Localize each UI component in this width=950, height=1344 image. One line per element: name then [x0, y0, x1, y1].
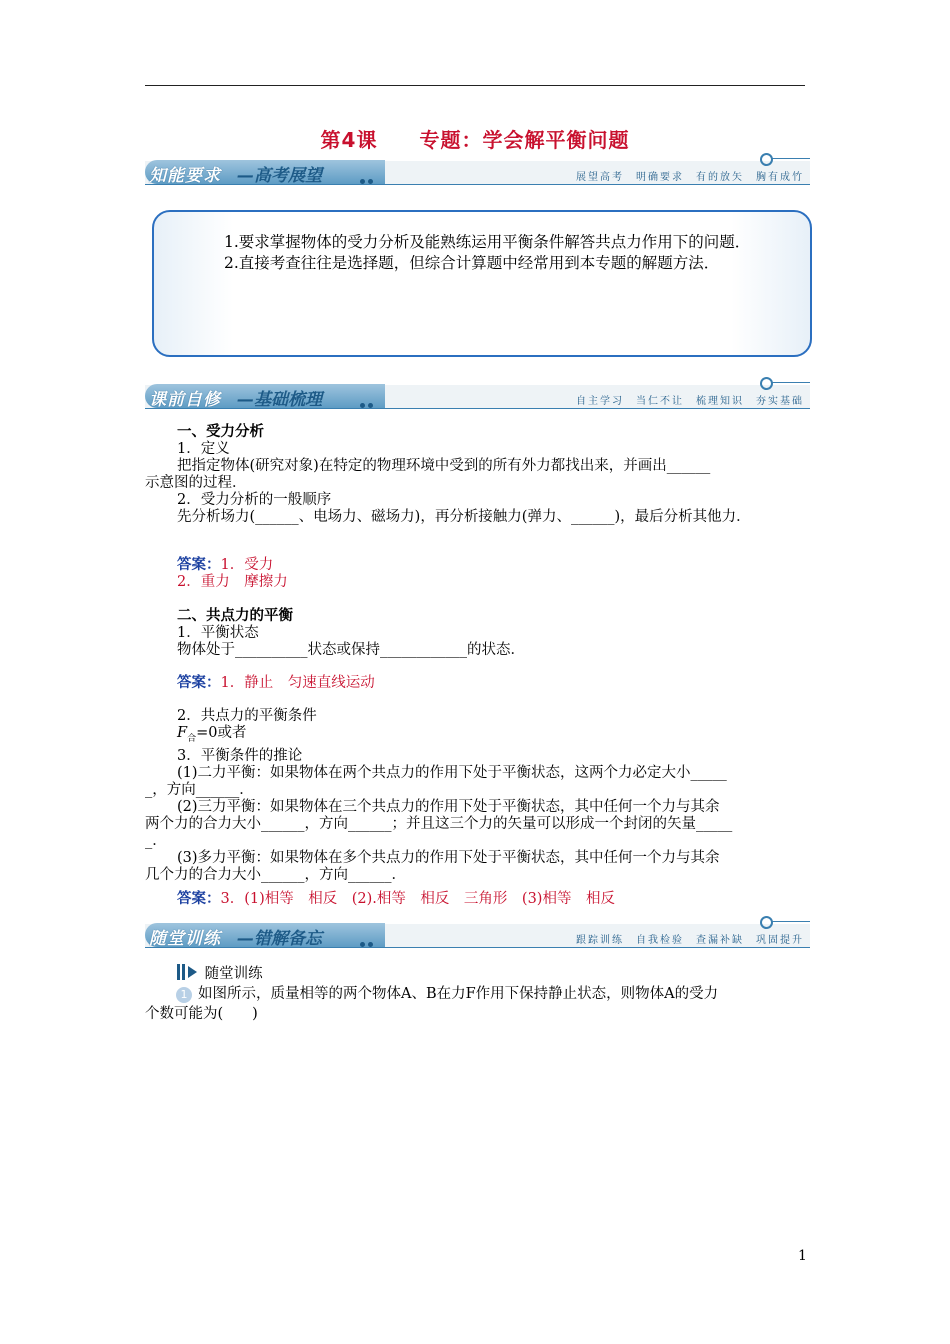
answer-label: 答案： — [177, 675, 221, 691]
answer-text: 1．静止 匀速直线运动 — [220, 675, 375, 691]
banner-right: 跟踪训练 自我检验 查漏补缺 巩固提升 — [576, 935, 804, 946]
subheading: 3．平衡条件的推论 — [177, 747, 303, 764]
ring-icon — [760, 153, 810, 163]
banner-self-study — [145, 381, 810, 411]
banner-right: 展望高考 明确要求 有的放矢 胸有成竹 — [576, 172, 804, 183]
paragraph: 物体处于__________状态或保持____________的状态． — [177, 642, 525, 658]
answer-text: 2．重力 摩擦力 — [177, 574, 288, 590]
paragraph: 示意图的过程． — [145, 475, 247, 491]
banner-head: 课前自修 — [149, 390, 221, 410]
banner-head: 随堂训练 — [149, 929, 221, 949]
dots-icon — [360, 393, 380, 399]
section-equilibrium-conditions — [145, 708, 810, 884]
ring-icon — [760, 916, 810, 926]
dots-icon — [360, 169, 380, 175]
banner-sub: —基础梳理 — [237, 390, 322, 410]
banner-requirements — [145, 157, 810, 187]
requirements-box — [152, 210, 812, 357]
paragraph: 两个力的合力大小______，方向______；并且这三个力的矢量可以形成一个封闭的矢量_____ — [145, 815, 733, 832]
answer-label: 答案： — [177, 891, 221, 907]
question-number: 1 — [176, 987, 192, 1003]
bars-icon — [176, 963, 200, 981]
page-title: 第4课 专题：学会解平衡问题 — [320, 128, 630, 152]
paragraph: 把指定物体(研究对象)在特定的物理环境中受到的所有外力都找出来，并画出______ — [177, 458, 711, 474]
paragraph: 几个力的合力大小______，方向______． — [145, 866, 406, 883]
answer-block — [145, 557, 810, 591]
page-number: 1 — [798, 1248, 807, 1264]
requirement-item: 2.直接考查往往是选择题，但综合计算题中经常用到本专题的解题方法． — [224, 254, 720, 272]
paragraph: (2)三力平衡：如果物体在三个共点力的作用下处于平衡状态，其中任何一个力与其余 — [177, 798, 720, 815]
section-force-analysis — [145, 424, 810, 526]
formula: $F_合=0$或者 — [177, 725, 247, 744]
paragraph: _，方向______． — [145, 781, 254, 798]
paragraph: (1)二力平衡：如果物体在两个共点力的作用下处于平衡状态，这两个力必定大小_____ — [177, 764, 727, 781]
subheading: 2．受力分析的一般顺序 — [177, 492, 332, 508]
banner-sub: —错解备忘 — [237, 929, 322, 949]
ring-icon — [760, 377, 810, 387]
banner-sub: —高考展望 — [237, 166, 322, 186]
answer-block — [145, 675, 810, 692]
answer-label: 答案： — [177, 557, 221, 573]
requirement-item: 1.要求掌握物体的受力分析及能熟练运用平衡条件解答共点力作用下的问题． — [224, 233, 751, 251]
section-heading: 一、受力分析 — [177, 424, 264, 440]
subheading: 2．共点力的平衡条件 — [177, 708, 317, 724]
section-equilibrium — [145, 608, 810, 659]
training-section — [176, 963, 811, 1004]
header-rule — [145, 85, 805, 86]
paragraph: 先分析场力(______、电场力、磁场力)，再分析接触力(弹力、______)，最后分析其他力． — [177, 509, 751, 525]
training-label: 随堂训练 — [204, 966, 263, 982]
answer-block — [145, 891, 810, 908]
banner-head: 知能要求 — [149, 166, 221, 186]
section-heading: 二、共点力的平衡 — [177, 608, 293, 624]
answer-text: 1．受力 — [220, 557, 274, 573]
question-text: 如图所示，质量相等的两个物体A、B在力F作用下保持静止状态，则物体A的受力 — [198, 986, 719, 1002]
dots-icon — [360, 932, 380, 938]
banner-training — [145, 920, 810, 950]
question-continued: 个数可能为( ) — [145, 1006, 258, 1022]
subheading: 1．平衡状态 — [177, 625, 259, 641]
paragraph: (3)多力平衡：如果物体在多个共点力的作用下处于平衡状态，其中任何一个力与其余 — [177, 849, 720, 866]
subheading: 1．定义 — [177, 441, 230, 457]
answer-text: 3．(1)相等 相反 (2).相等 相反 三角形 (3)相等 相反 — [220, 891, 615, 907]
paragraph: _． — [145, 832, 167, 849]
banner-right: 自主学习 当仁不让 梳理知识 夯实基础 — [576, 396, 804, 407]
